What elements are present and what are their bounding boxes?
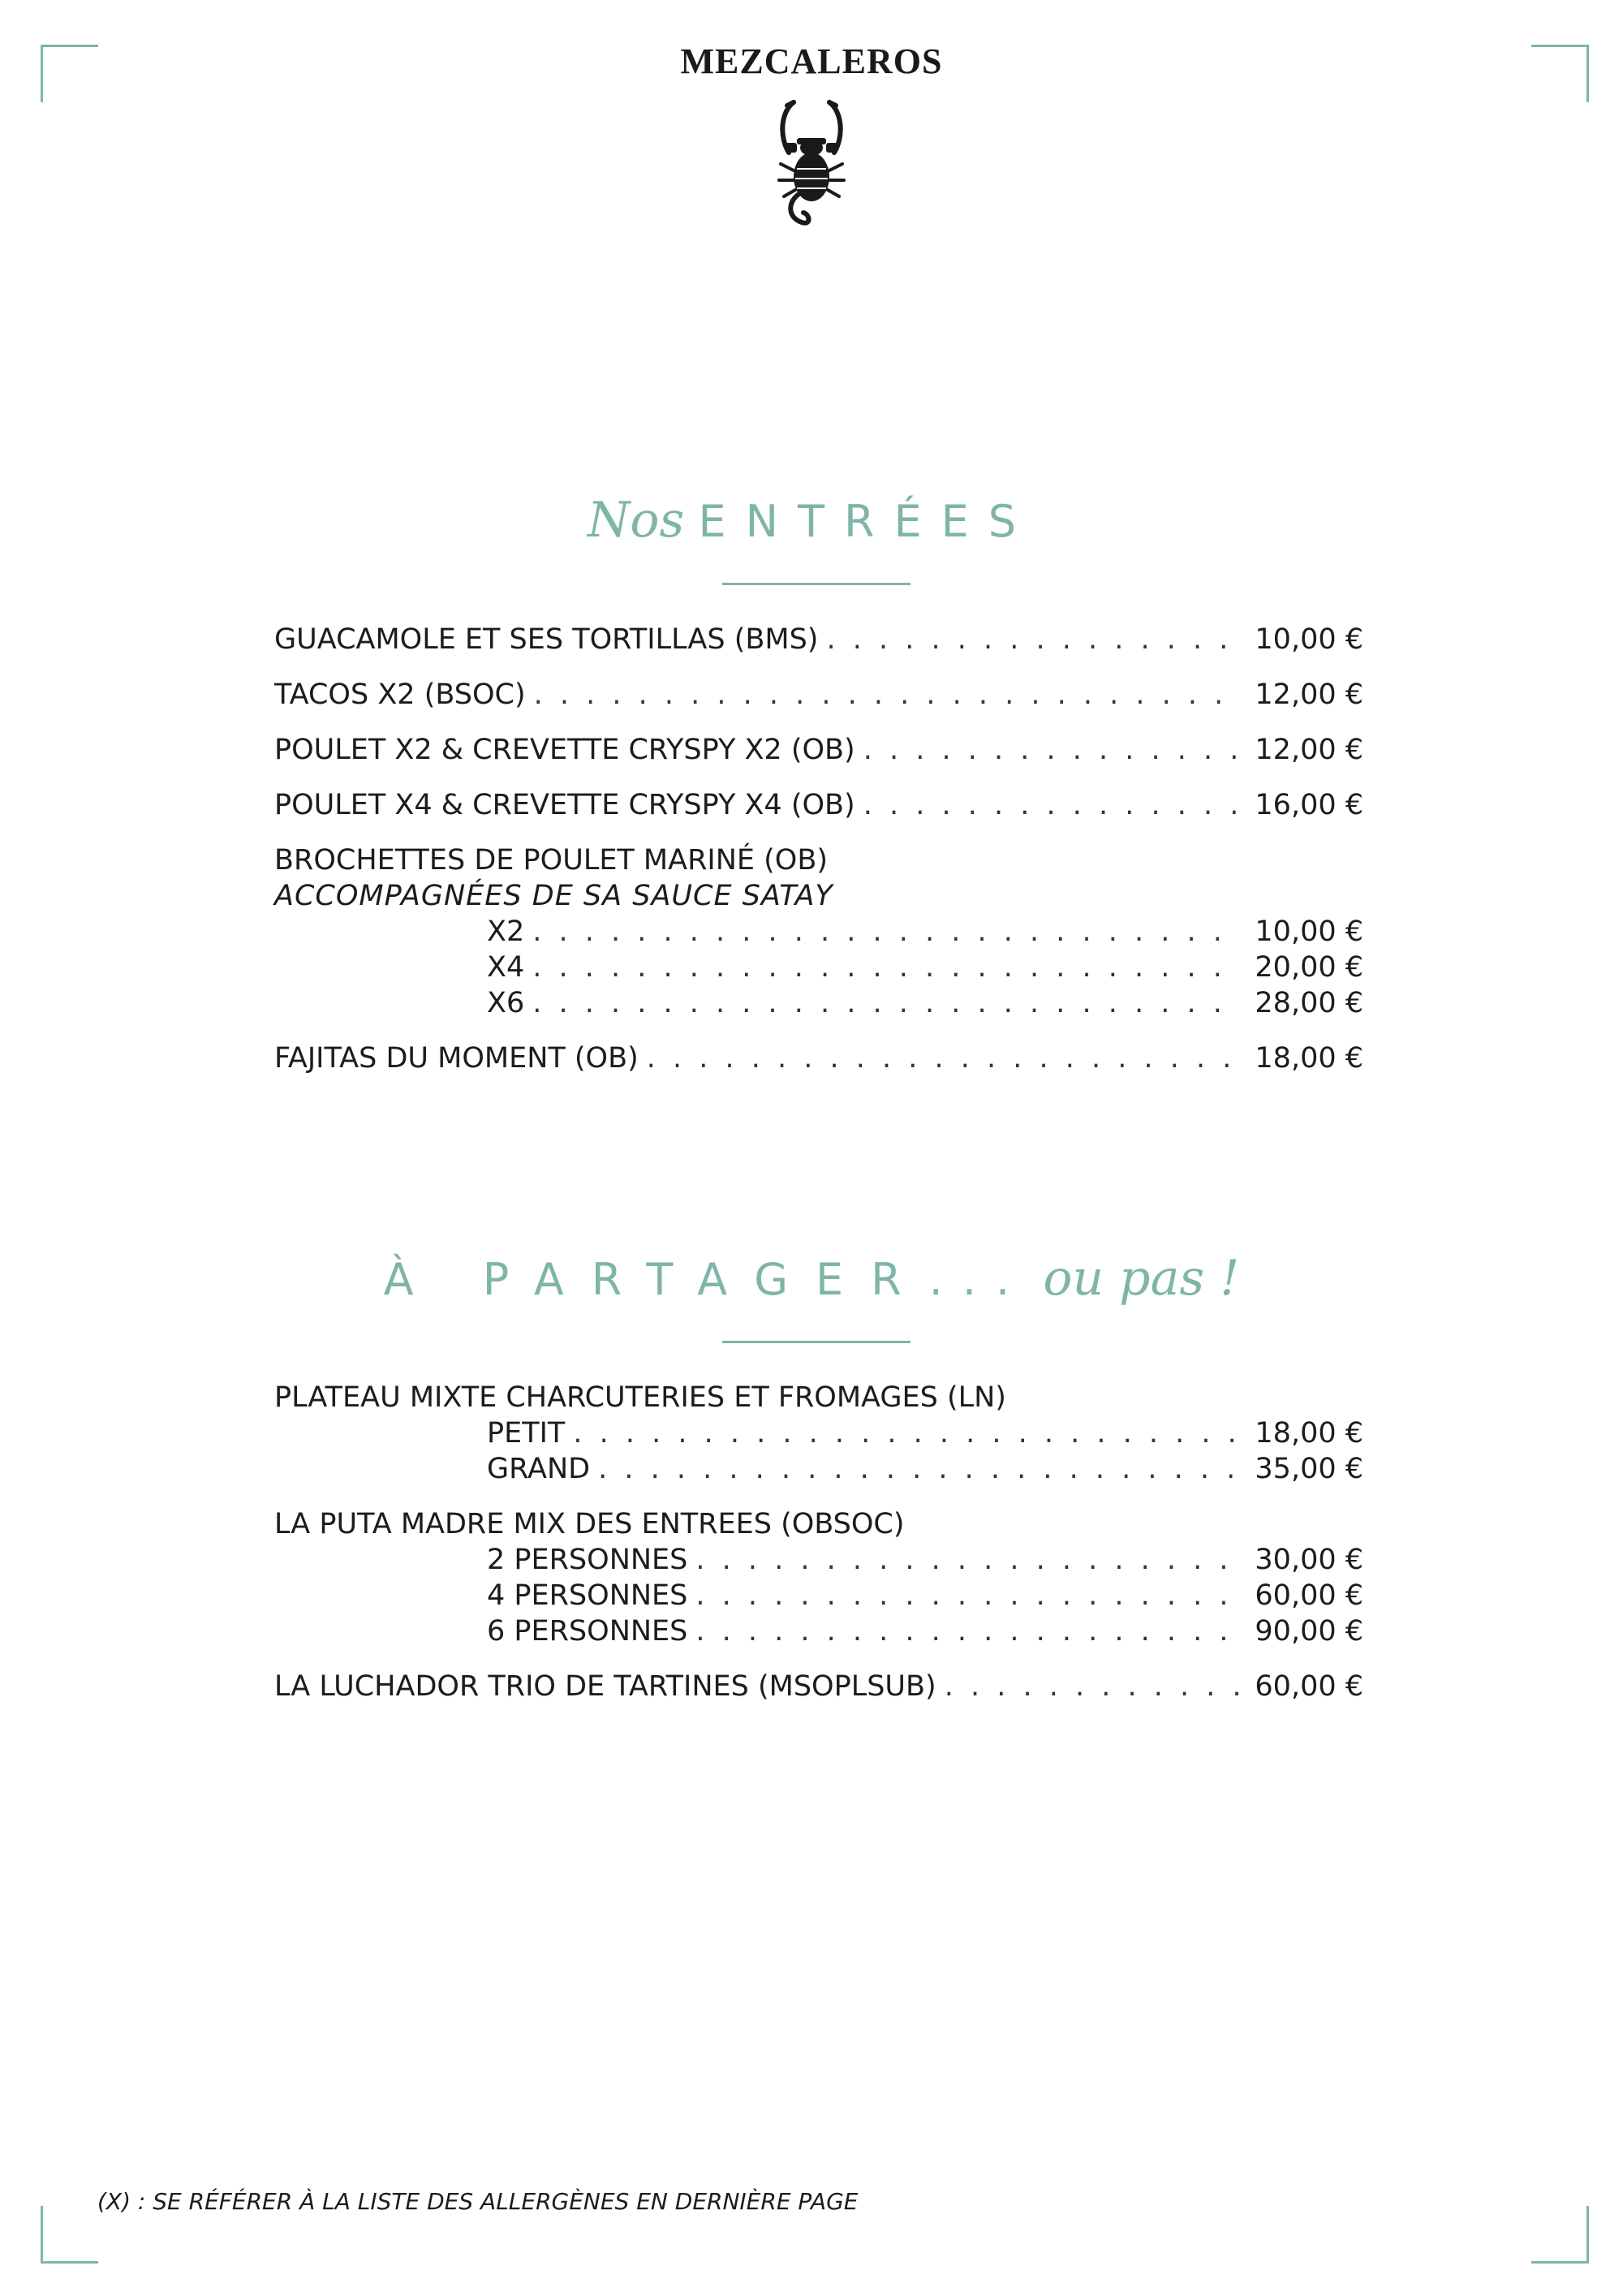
item-option <box>274 1542 1363 1578</box>
item-name: BROCHETTES DE POULET MARINÉ (OB) <box>274 844 829 877</box>
section-divider <box>722 583 911 585</box>
item-name: GUACAMOLE ET SES TORTILLAS (BMS) <box>274 623 819 656</box>
option-label: X2 <box>487 915 525 948</box>
dot-leader <box>532 914 1240 950</box>
menu-item <box>274 842 1363 1021</box>
option-price: 60,00 € <box>1255 1579 1363 1612</box>
option-label: X4 <box>487 951 525 984</box>
corner-mark-bottom-left <box>41 2206 98 2264</box>
item-price: 10,00 € <box>1255 623 1363 656</box>
section-title-caps: À PARTAGER <box>383 1254 929 1305</box>
menu-item <box>274 1669 1363 1704</box>
dot-leader <box>573 1415 1240 1451</box>
option-price: 35,00 € <box>1255 1453 1363 1485</box>
item-description: ACCOMPAGNÉES DE SA SAUCE SATAY <box>274 880 833 912</box>
section-title-script: Nos <box>587 492 685 549</box>
item-price: 60,00 € <box>1255 1670 1363 1703</box>
dot-leader <box>945 1669 1240 1704</box>
item-name: LA PUTA MADRE MIX DES ENTREES (OBSOC) <box>274 1508 905 1540</box>
item-option <box>274 985 1363 1021</box>
item-option <box>274 1451 1363 1487</box>
item-name: LA LUCHADOR TRIO DE TARTINES (MSOPLSUB) <box>274 1670 936 1703</box>
dot-leader <box>695 1613 1240 1649</box>
item-option <box>274 1613 1363 1649</box>
option-price: 28,00 € <box>1255 987 1363 1019</box>
option-price: 90,00 € <box>1255 1615 1363 1648</box>
menu-item <box>274 677 1363 713</box>
option-label: X6 <box>487 987 525 1019</box>
item-name: PLATEAU MIXTE CHARCUTERIES ET FROMAGES (LN) <box>274 1381 1006 1414</box>
item-name: FAJITAS DU MOMENT (OB) <box>274 1042 639 1075</box>
menu-item <box>274 787 1363 823</box>
dot-leader <box>863 732 1240 768</box>
dot-leader <box>532 985 1240 1021</box>
menu-item <box>274 1380 1363 1487</box>
option-price: 30,00 € <box>1255 1544 1363 1576</box>
dot-leader <box>695 1578 1240 1613</box>
menu-item <box>274 732 1363 768</box>
dot-leader <box>532 950 1240 985</box>
menu-item <box>274 1040 1363 1076</box>
scorpion-icon <box>763 96 860 230</box>
section-title-caps: ENTRÉES <box>698 496 1036 547</box>
item-price: 16,00 € <box>1255 789 1363 821</box>
item-price: 12,00 € <box>1255 678 1363 711</box>
option-price: 18,00 € <box>1255 1417 1363 1450</box>
section-title-script: ou pas ! <box>1043 1250 1240 1307</box>
section-title-dots: ... <box>928 1254 1030 1305</box>
option-label: PETIT <box>487 1417 566 1450</box>
item-price: 12,00 € <box>1255 734 1363 766</box>
option-label: GRAND <box>487 1453 591 1485</box>
item-option <box>274 1415 1363 1451</box>
menu-item <box>274 622 1363 657</box>
menu-item <box>274 1506 1363 1649</box>
section-title-entrees <box>0 492 1623 549</box>
dot-leader <box>695 1542 1240 1578</box>
item-name: POULET X4 & CREVETTE CRYSPY X4 (OB) <box>274 789 855 821</box>
option-price: 20,00 € <box>1255 951 1363 984</box>
dot-leader <box>826 622 1240 657</box>
item-price: 18,00 € <box>1255 1042 1363 1075</box>
menu-list-partager <box>274 1380 1363 1724</box>
brand-name: MEZCALEROS <box>680 41 943 81</box>
item-option <box>274 1578 1363 1613</box>
section-title-partager <box>0 1250 1623 1307</box>
option-price: 10,00 € <box>1255 915 1363 948</box>
item-option <box>274 950 1363 985</box>
option-label: 6 PERSONNES <box>487 1615 688 1648</box>
option-label: 2 PERSONNES <box>487 1544 688 1576</box>
item-option <box>274 914 1363 950</box>
allergen-footnote: (X) : SE RÉFÉRER À LA LISTE DES ALLERGÈNES EN DERNIÈRE PAGE <box>97 2188 859 2215</box>
item-name: POULET X2 & CREVETTE CRYSPY X2 (OB) <box>274 734 855 766</box>
menu-list-entrees <box>274 622 1363 1096</box>
option-label: 4 PERSONNES <box>487 1579 688 1612</box>
dot-leader <box>863 787 1240 823</box>
corner-mark-bottom-right <box>1531 2206 1589 2264</box>
dot-leader <box>534 677 1240 713</box>
dot-leader <box>647 1040 1240 1076</box>
dot-leader <box>598 1451 1240 1487</box>
section-divider <box>722 1341 911 1343</box>
item-name: TACOS X2 (BSOC) <box>274 678 526 711</box>
